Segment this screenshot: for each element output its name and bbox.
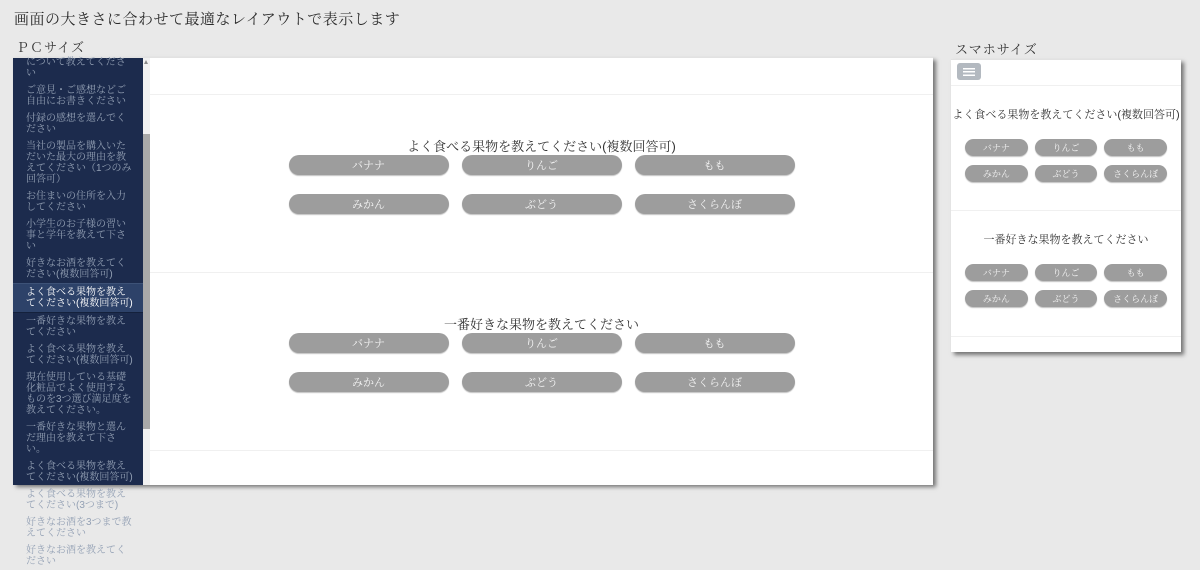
option-row	[150, 333, 933, 353]
option-button[interactable]: もも	[635, 155, 795, 175]
option-row	[951, 264, 1181, 281]
question-title: よく食べる果物を教えてください(複数回答可)	[407, 139, 676, 154]
option-button[interactable]: さくらんぼ	[635, 194, 795, 214]
option-button[interactable]: りんご	[1035, 139, 1098, 156]
page-title: 画面の大きさに合わせて最適なレイアウトで表示します	[14, 11, 401, 28]
option-button[interactable]: さくらんぼ	[1104, 290, 1167, 307]
scroll-up-arrow-icon[interactable]	[144, 60, 148, 64]
sp-question-section-1	[951, 86, 1181, 210]
sp-size-label: スマホサイズ	[955, 42, 1038, 57]
option-button[interactable]: バナナ	[289, 333, 449, 353]
sidebar-item[interactable]: 現在使用している基礎化粧品でよく使用するものを3つ選び満足度を教えてください。	[26, 372, 132, 416]
top-strip	[150, 58, 933, 94]
sp-question-section-2	[951, 211, 1181, 336]
question-title: よく食べる果物を教えてください(複数回答可)	[952, 109, 1180, 121]
sidebar-item[interactable]: 好きなお酒を3つまで教えてください	[26, 517, 132, 539]
sidebar-item[interactable]: について教えてください	[26, 57, 126, 79]
sidebar-item[interactable]: よく食べる果物を教えてください(3つまで)	[26, 489, 126, 511]
option-button[interactable]: ぶどう	[462, 372, 622, 392]
sp-header	[951, 60, 1181, 85]
option-row	[951, 139, 1181, 156]
hamburger-menu-icon	[963, 68, 975, 76]
question-title: 一番好きな果物を教えてください	[443, 317, 639, 332]
option-row	[951, 290, 1181, 307]
pc-preview-panel	[13, 57, 933, 567]
sidebar-item[interactable]: 一番好きな果物と選んだ理由を教えて下さい。	[26, 422, 126, 455]
question-title: 一番好きな果物を教えてください	[983, 234, 1149, 246]
option-row	[150, 155, 933, 175]
option-button[interactable]: りんご	[462, 155, 622, 175]
scrollbar-thumb[interactable]	[143, 134, 150, 429]
survey-sidebar	[13, 57, 150, 567]
sidebar-scrollbar[interactable]	[143, 58, 150, 485]
pc-question-section-2	[150, 273, 933, 450]
divider	[150, 450, 933, 451]
option-button[interactable]: もも	[1104, 139, 1167, 156]
option-button[interactable]: ぶどう	[1035, 290, 1098, 307]
option-button[interactable]: バナナ	[965, 139, 1028, 156]
option-button[interactable]: さくらんぼ	[1104, 165, 1167, 182]
pc-size-label: ＰＣサイズ	[16, 40, 85, 55]
option-row	[150, 194, 933, 214]
option-button[interactable]: みかん	[289, 194, 449, 214]
sp-preview-panel	[951, 59, 1181, 352]
option-row	[951, 165, 1181, 182]
sidebar-item[interactable]: 一番好きな果物を教えてください	[26, 316, 126, 338]
sidebar-question-list	[13, 54, 143, 570]
option-button[interactable]: りんご	[462, 333, 622, 353]
option-button[interactable]: バナナ	[965, 264, 1028, 281]
option-button[interactable]: りんご	[1035, 264, 1098, 281]
sidebar-item[interactable]: 当社の製品を購入いただいた最大の理由を教えてください（1つのみ回答可）	[26, 141, 132, 185]
sidebar-item[interactable]: お住まいの住所を入力してください	[26, 191, 126, 213]
option-button[interactable]: ぶどう	[1035, 165, 1098, 182]
sidebar-item[interactable]: ご意見・ご感想などご自由にお書きください	[26, 85, 126, 107]
sidebar-item[interactable]: 好きなお酒を教えてください	[26, 545, 126, 567]
option-button[interactable]: バナナ	[289, 155, 449, 175]
option-button[interactable]: もも	[635, 333, 795, 353]
option-button[interactable]: ぶどう	[462, 194, 622, 214]
sidebar-item[interactable]: よく食べる果物を教えてください(複数回答可)	[26, 461, 133, 483]
hamburger-menu-button[interactable]	[957, 63, 981, 80]
option-button[interactable]: みかん	[965, 165, 1028, 182]
sidebar-item-selected[interactable]: よく食べる果物を教えてください(複数回答可)	[13, 283, 143, 313]
divider	[951, 336, 1181, 337]
pc-survey-main	[150, 58, 933, 485]
option-button[interactable]: さくらんぼ	[635, 372, 795, 392]
sidebar-item[interactable]: 付録の感想を選んでください	[26, 113, 126, 135]
pc-question-section-1	[150, 95, 933, 272]
sidebar-item[interactable]: よく食べる果物を教えてください(複数回答可)	[26, 344, 133, 366]
option-button[interactable]: もも	[1104, 264, 1167, 281]
option-row	[150, 372, 933, 392]
sidebar-item[interactable]: 好きなお酒を教えてください(複数回答可)	[26, 258, 126, 280]
option-button[interactable]: みかん	[289, 372, 449, 392]
sidebar-item[interactable]: 小学生のお子様の習い事と学年を教えて下さい	[26, 219, 126, 252]
option-button[interactable]: みかん	[965, 290, 1028, 307]
